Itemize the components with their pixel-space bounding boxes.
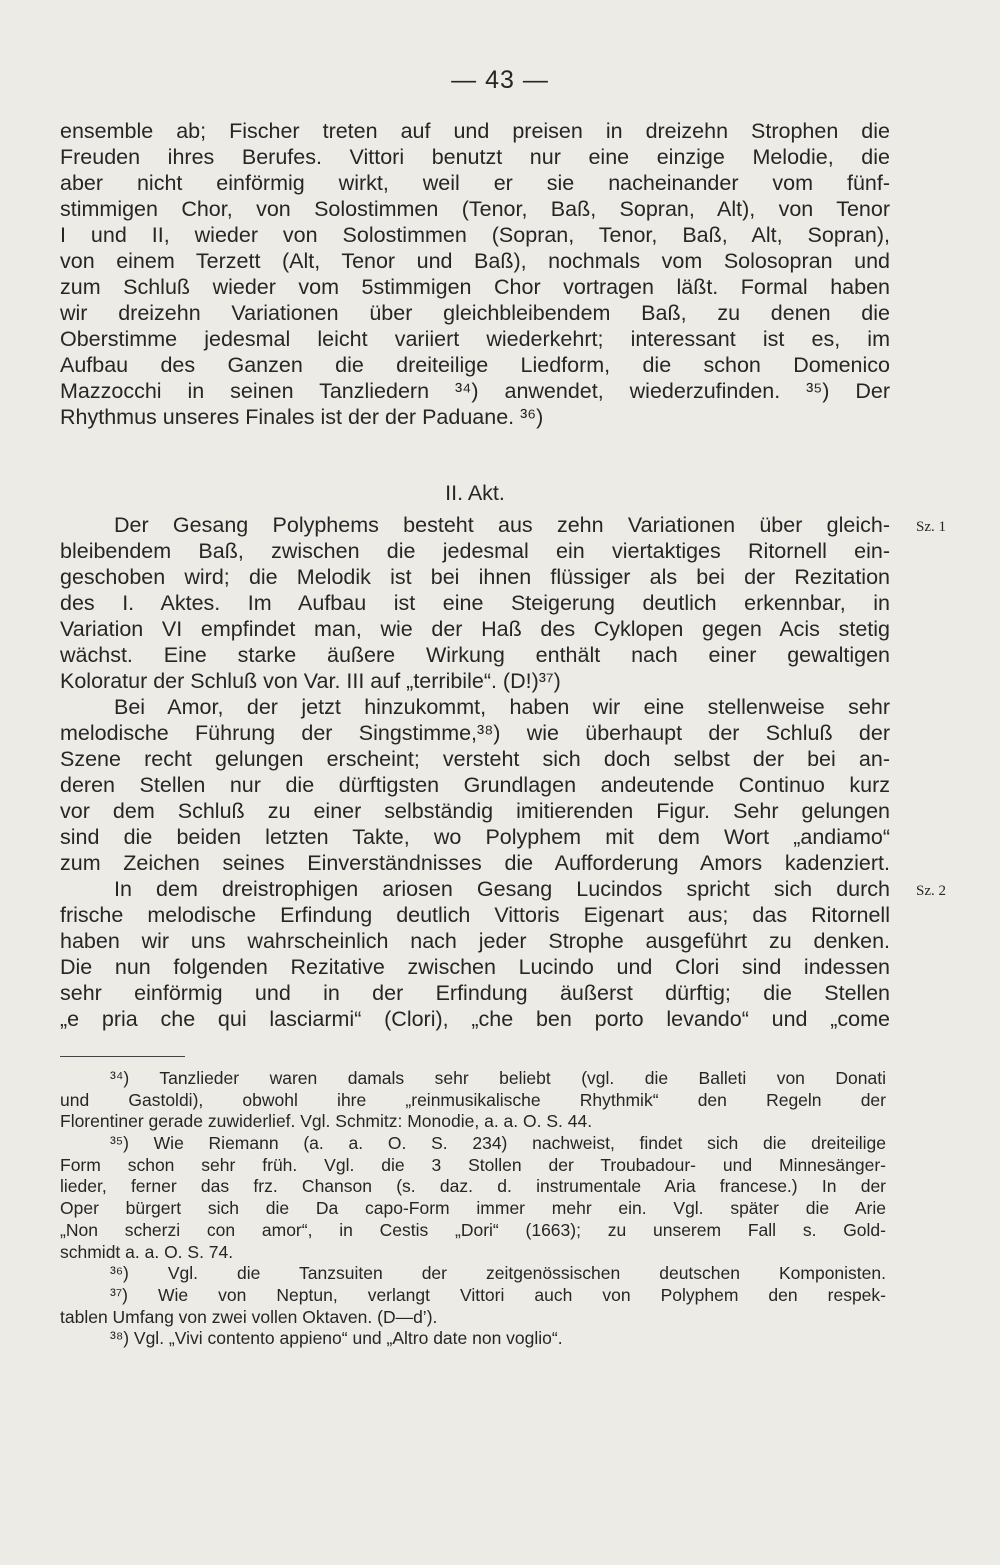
- text-line: deren Stellen nur die dürftigsten Grundlagen andeutende Continuo kurz: [60, 773, 890, 797]
- footnote-line: ³⁴) Tanzlieder waren damals sehr beliebt (vgl. die Balleti von Donati: [110, 1068, 886, 1088]
- text-line: haben wir uns wahrscheinlich nach jeder Strophe ausgeführt zu denken.: [60, 929, 890, 953]
- text-line: stimmigen Chor, von Solostimmen (Tenor, Baß, Sopran, Alt), von Tenor: [60, 197, 890, 221]
- text-line: zum Schluß wieder vom 5stimmigen Chor vortragen läßt. Formal haben: [60, 275, 890, 299]
- text-line: vor dem Schluß zu einer selbständig imitierenden Figur. Sehr gelungen: [60, 799, 890, 823]
- text-line: bleibendem Baß, zwischen die jedesmal ein viertaktiges Ritornell ein-: [60, 539, 890, 563]
- text-line: Die nun folgenden Rezitative zwischen Lucindo und Clori sind indessen: [60, 955, 890, 979]
- text-line: ensemble ab; Fischer treten auf und preisen in dreizehn Strophen die: [60, 119, 890, 143]
- text-line: I und II, wieder von Solostimmen (Sopran, Tenor, Baß, Alt, Sopran),: [60, 223, 890, 247]
- text-line: Bei Amor, der jetzt hinzukommt, haben wir eine stellenweise sehr: [114, 695, 890, 719]
- footnote-line: Form schon sehr früh. Vgl. die 3 Stollen der Troubadour- und Minnesänger-: [60, 1154, 886, 1175]
- text-line: aber nicht einförmig wirkt, weil er sie nacheinander vom fünf-: [60, 171, 890, 195]
- footnote-line: lieder, ferner das frz. Chanson (s. daz. d. instrumentale Aria francese.) In der: [60, 1176, 886, 1197]
- footnote-line: ³⁷) Wie von Neptun, verlangt Vittori auch von Polyphem den respek-: [110, 1284, 886, 1305]
- text-line: Freuden ihres Berufes. Vittori benutzt nur eine einzige Melodie, die: [60, 145, 890, 169]
- text-line: Variation VI empfindet man, wie der Haß des Cyklopen gegen Acis stetig: [60, 617, 890, 641]
- text-line: Szene recht gelungen erscheint; versteht sich doch selbst der bei an-: [60, 747, 890, 771]
- text-line: In dem dreistrophigen ariosen Gesang Lucindos spricht sich durch: [114, 877, 890, 901]
- text-line: sind die beiden letzten Takte, wo Polyphem mit dem Wort „andiamo“: [60, 825, 890, 849]
- footnote-line: und Gastoldi), obwohl ihre „reinmusikalische Rhythmik“ den Regeln der: [60, 1089, 886, 1110]
- text-line: von einem Terzett (Alt, Tenor und Baß), nochmals vom Solosopran und: [60, 249, 890, 273]
- footnote-line: ³⁶) Vgl. die Tanzsuiten der zeitgenössischen deutschen Komponisten.: [110, 1263, 886, 1284]
- paragraph-act1-finale: [60, 118, 890, 430]
- text-line: Oberstimme jedesmal leicht variiert wiederkehrt; interessant ist es, im: [60, 327, 890, 351]
- footnotes: [60, 1068, 886, 1350]
- footnote-divider: [60, 1056, 185, 1057]
- text-line: Aufbau des Ganzen die dreiteilige Liedform, die schon Domenico: [60, 353, 890, 377]
- margin-note: Sz. 1: [916, 519, 946, 535]
- footnote-line: ³⁵) Wie Riemann (a. a. O. S. 234) nachweist, findet sich die dreiteilige: [110, 1133, 886, 1154]
- page-number: — 43 —: [451, 66, 549, 94]
- text-line: Rhythmus unseres Finales ist der der Paduane. ³⁶): [60, 405, 544, 429]
- text-line: frische melodische Erfindung deutlich Vittoris Eigenart aus; das Ritornell: [60, 903, 890, 927]
- footnote-line: Oper bürgert sich die Da capo-Form immer mehr ein. Vgl. später die Arie: [60, 1198, 886, 1219]
- footnote-line: schmidt a. a. O. S. 74.: [60, 1241, 234, 1262]
- footnote-line: „Non scherzi con amor“, in Cestis „Dori“ (1663); zu unserem Fall s. Gold-: [60, 1219, 886, 1240]
- text-line: sehr einförmig und in der Erfindung äußerst dürftig; die Stellen: [60, 981, 890, 1005]
- text-line: Mazzocchi in seinen Tanzliedern ³⁴) anwendet, wiederzufinden. ³⁵) Der: [60, 379, 890, 403]
- text-line: des I. Aktes. Im Aufbau ist eine Steigerung deutlich erkennbar, in: [60, 591, 890, 615]
- margin-note: Sz. 2: [916, 883, 946, 899]
- text-line: geschoben wird; die Melodik ist bei ihnen flüssiger als bei der Rezitation: [60, 565, 890, 589]
- text-line: wir dreizehn Variationen über gleichbleibendem Baß, zu denen die: [60, 301, 890, 325]
- paragraph-act2: [60, 512, 890, 1032]
- text-line: Koloratur der Schluß von Var. III auf „terribile“. (D!)³⁷): [60, 669, 561, 693]
- text-line: „e pria che qui lasciarmi“ (Clori), „che ben porto levando“ und „come: [60, 1007, 890, 1031]
- text-line: zum Zeichen seines Einverständnisses die Aufforderung Amors kadenziert.: [60, 851, 890, 875]
- text-line: melodische Führung der Singstimme,³⁸) wie überhaupt der Schluß der: [60, 721, 890, 745]
- footnote-line: Florentiner gerade zuwiderlief. Vgl. Schmitz: Monodie, a. a. O. S. 44.: [60, 1111, 593, 1132]
- text-line: wächst. Eine starke äußere Wirkung enthält nach einer gewaltigen: [60, 643, 890, 667]
- text-line: Der Gesang Polyphems besteht aus zehn Variationen über gleich-: [114, 513, 890, 537]
- footnote-line: tablen Umfang von zwei vollen Oktaven. (D—d’).: [60, 1306, 438, 1327]
- section-heading: II. Akt.: [445, 481, 505, 505]
- footnote-line: ³⁸) Vgl. „Vivi contento appieno“ und „Altro date non voglio“.: [110, 1328, 563, 1349]
